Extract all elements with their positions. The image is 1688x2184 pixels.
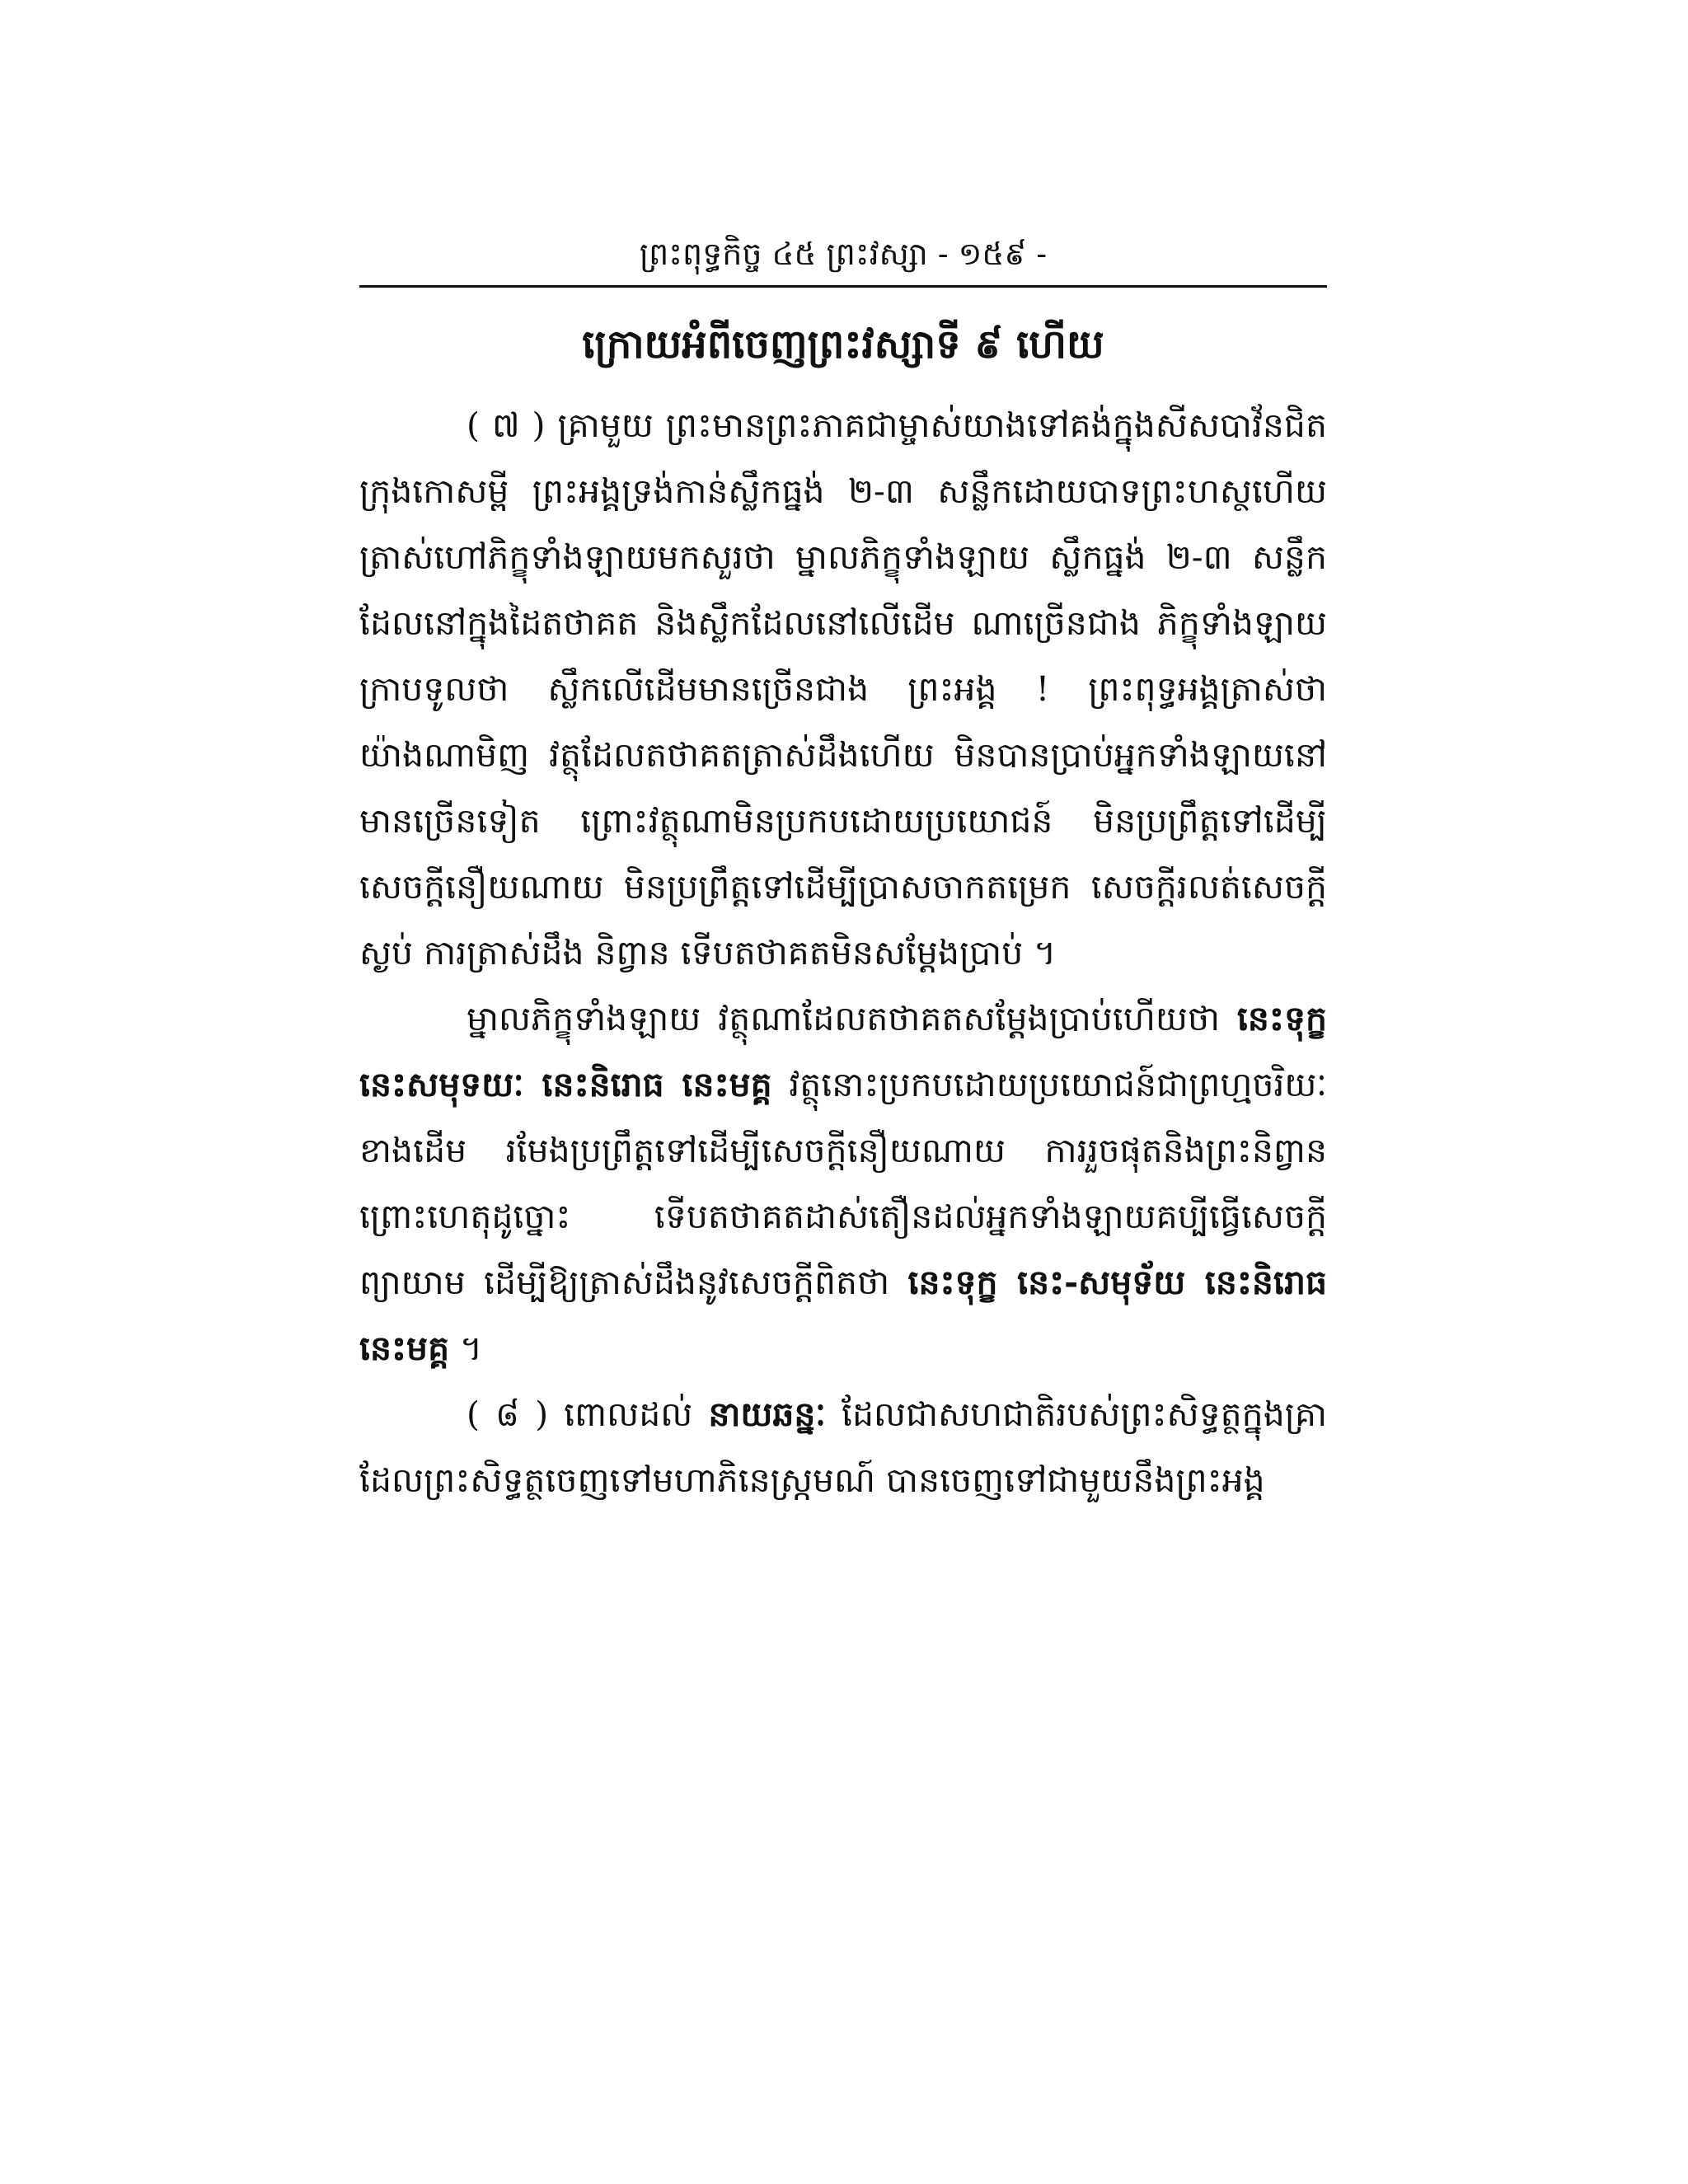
body-text [359,392,1327,1513]
paragraph-end: ។ [449,1329,483,1368]
running-header: ព្រះពុទ្ធកិច្ច ៤៥ ព្រះវស្សា - ១៥៩ - [639,236,1048,272]
four-noble-truths-bold: នេះទុក្ខ នេះសមុទយៈ នេះនិរោធ នេះមគ្គ [359,999,1327,1104]
paragraph-rest: ដែលជាសហជាតិរបស់ព្រះសិទ្ធត្ថក្នុងគ្រាដែលព្រះសិទ្ធត្ថចេញទៅមហាភិនេស្ក្រមណ៍ បានចេញទៅជាមួយនឹងព្រះអង្គ [359,1394,1327,1500]
paragraph-8 [359,1381,1327,1513]
header-rule [359,285,1327,288]
paragraph-lead: ( ៨ ) ពោលដល់ [467,1394,709,1434]
section-title: ក្រោយអំពីចេញព្រះវស្សាទី ៩ ហើយ [582,321,1104,368]
paragraph-lead: ម្នាលភិក្ខុទាំងឡាយ វត្ថុណាដែលតថាគតសម្តែងប្រាប់ហើយថា [467,999,1237,1038]
paragraph-four-truths [359,986,1327,1381]
paragraph-middle: វត្ថុនោះប្រកបដោយប្រយោជន៍ជាព្រហ្មចរិយៈខាងដើម រមែងប្រព្រឹត្តទៅដើម្បីសេចក្តីនឿយណាយ ការរួចផុតនិងព្រះនិព្វាន ព្រោះហេតុដូច្នោះ ទើបតថាគតដាស់តឿនដល់អ្នកទាំងឡាយគប្បីធ្វើសេចក្តីព្យាយាម ដើម្បីឱ្យត្រាស់ដឹងនូវសេចក្តីពិតថា [359,1065,1327,1302]
paragraph-7: ( ៧ ) គ្រាមួយ ព្រះមានព្រះភាគជាម្ចាស់យាងទៅគង់ក្នុងសីសបាវ័នជិតក្រុងកោសម្ពី ព្រះអង្គទ្រង់កាន់ស្លឹកធ្នង់ ២-៣ សន្លឹកដោយបាទព្រះហស្ថហើយត្រាស់ហៅភិក្ខុទាំងឡាយមកសួរថា ម្នាលភិក្ខុទាំងឡាយ ស្លឹកធ្នង់ ២-៣ សន្លឹកដែលនៅក្នុងដៃតថាគត និងស្លឹកដែលនៅលើដើម ណាច្រើនជាង ភិក្ខុទាំងឡាយក្រាបទូលថា ស្លឹកលើដើមមានច្រើនជាង ព្រះអង្គ ! ព្រះពុទ្ធអង្គត្រាស់ថា យ៉ាងណាមិញ វត្ថុដែលតថាគតត្រាស់ដឹងហើយ មិនបានប្រាប់អ្នកទាំងឡាយនៅមានច្រើនទៀត ព្រោះវត្ថុណាមិនប្រកបដោយប្រយោជន៍ មិនប្រព្រឹត្តទៅដើម្បីសេចក្តីនឿយណាយ មិនប្រព្រឹត្តទៅដើម្បីប្រាសចាកតម្រេក សេចក្តីរលត់សេចក្តីស្ងប់ ការត្រាស់ដឹង និព្វាន ទើបតថាគតមិនសម្តែងប្រាប់ ។ [359,405,1327,972]
channa-name-bold: នាយឆន្នៈ [708,1394,826,1434]
four-noble-truths-bold-repeat: នេះទុក្ខ នេះ-សមុទ័យ នេះនិរោធ នេះមគ្គ [359,1263,1327,1368]
